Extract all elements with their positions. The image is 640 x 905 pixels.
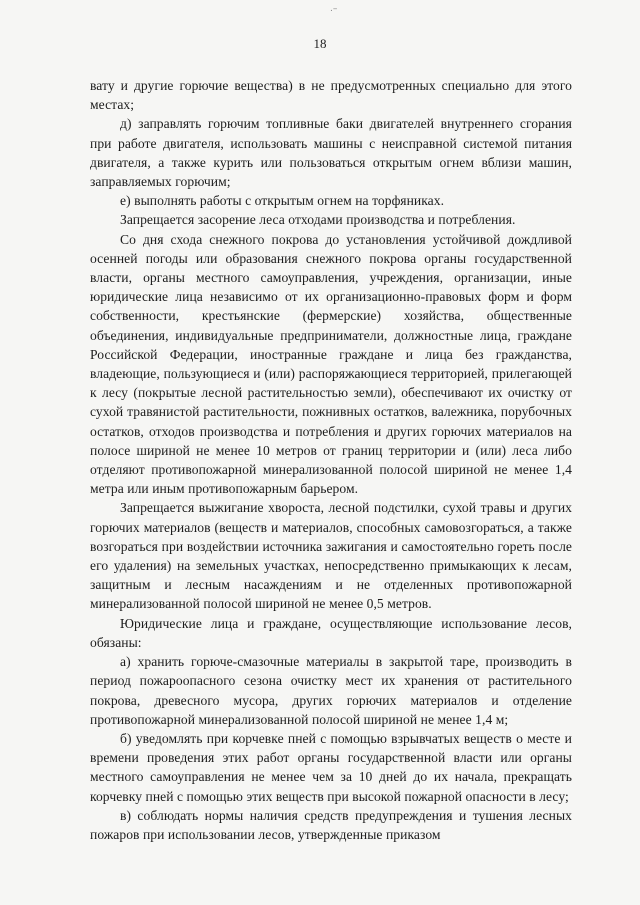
paragraph: Запрещается засорение леса отходами производства и потребления. bbox=[120, 212, 516, 228]
page-number: 18 bbox=[313, 36, 327, 51]
paragraph: Со дня схода снежного покрова до установления устойчивой дождливой осенней погоды или образования снежного покрова органы государственной власти, органы местного самоуправления, учреждения, организации, иные юридические лица независимо от их организационно-правовых форм и форм собственности, крестьянские (фермерские) хозяйства, общественные объединения, индивидуальные предприниматели, должностные лица, граждане Российской Федерации, иностранные граждане и лица без гражданства, владеющие, пользующиеся и (или) распоряжающиеся территорией, прилегающей к лесу (покрытые лесной растительностью земли), обеспечивают их очистку от сухой травянистой растительности, пожнивных остатков, валежника, порубочных остатков, отходов производства и потребления и других горючих материалов на полосе шириной не менее 10 метров от границ территории и (или) леса либо отделяют противопожарной минерализованной полосой шириной не менее 1,4 метра или иным противопожарным барьером. bbox=[90, 231, 572, 497]
paragraph: Юридические лица и граждане, осуществляющие использование лесов, обязаны: bbox=[90, 615, 572, 650]
paragraph: вату и другие горючие вещества) в не предусмотренных специально для этого местах; bbox=[90, 78, 572, 113]
paragraph: б) уведомлять при корчевке пней с помощью взрывчатых веществ о месте и времени проведения этих работ органы государственной власти или органы местного самоуправления не менее чем за 10 дней до их начала, прекращать корчевку пней с помощью этих веществ при высокой пожарной опасности в лесу; bbox=[90, 730, 572, 804]
paragraph: в) соблюдать нормы наличия средств предупреждения и тушения лесных пожаров при использовании лесов, утвержденные приказом bbox=[90, 807, 572, 842]
document-body bbox=[90, 76, 572, 844]
paragraph: а) хранить горюче-смазочные материалы в закрытой таре, производить в период пожароопасного сезона очистку мест их хранения от растительного покрова, древесного мусора, других горючих материалов и отделение противопожарной минерализованной полосой шириной не менее 1,4 м; bbox=[90, 654, 572, 727]
paragraph: е) выполнять работы с открытым огнем на торфяниках. bbox=[120, 193, 445, 209]
paragraph: д) заправлять горючим топливные баки двигателей внутреннего сгорания при работе двигателя, использовать машины с неисправной системой питания двигателя, а также курить или пользоваться открытым огнем вблизи машин, заправляемых горючим; bbox=[90, 116, 572, 190]
paragraph: Запрещается выжигание хвороста, лесной подстилки, сухой травы и других горючих материалов (веществ и материалов, способных самовозгораться, а также возгораться при воздействии источника зажигания и самостоятельно гореть после его удаления) на земельных участках, непосредственно примыкающих к лесам, защитным и лесным насаждениям и не отделенных противопожарной минерализованной полосой шириной не менее 0,5 метров. bbox=[90, 500, 572, 612]
scan-artifact: .– bbox=[330, 4, 338, 14]
